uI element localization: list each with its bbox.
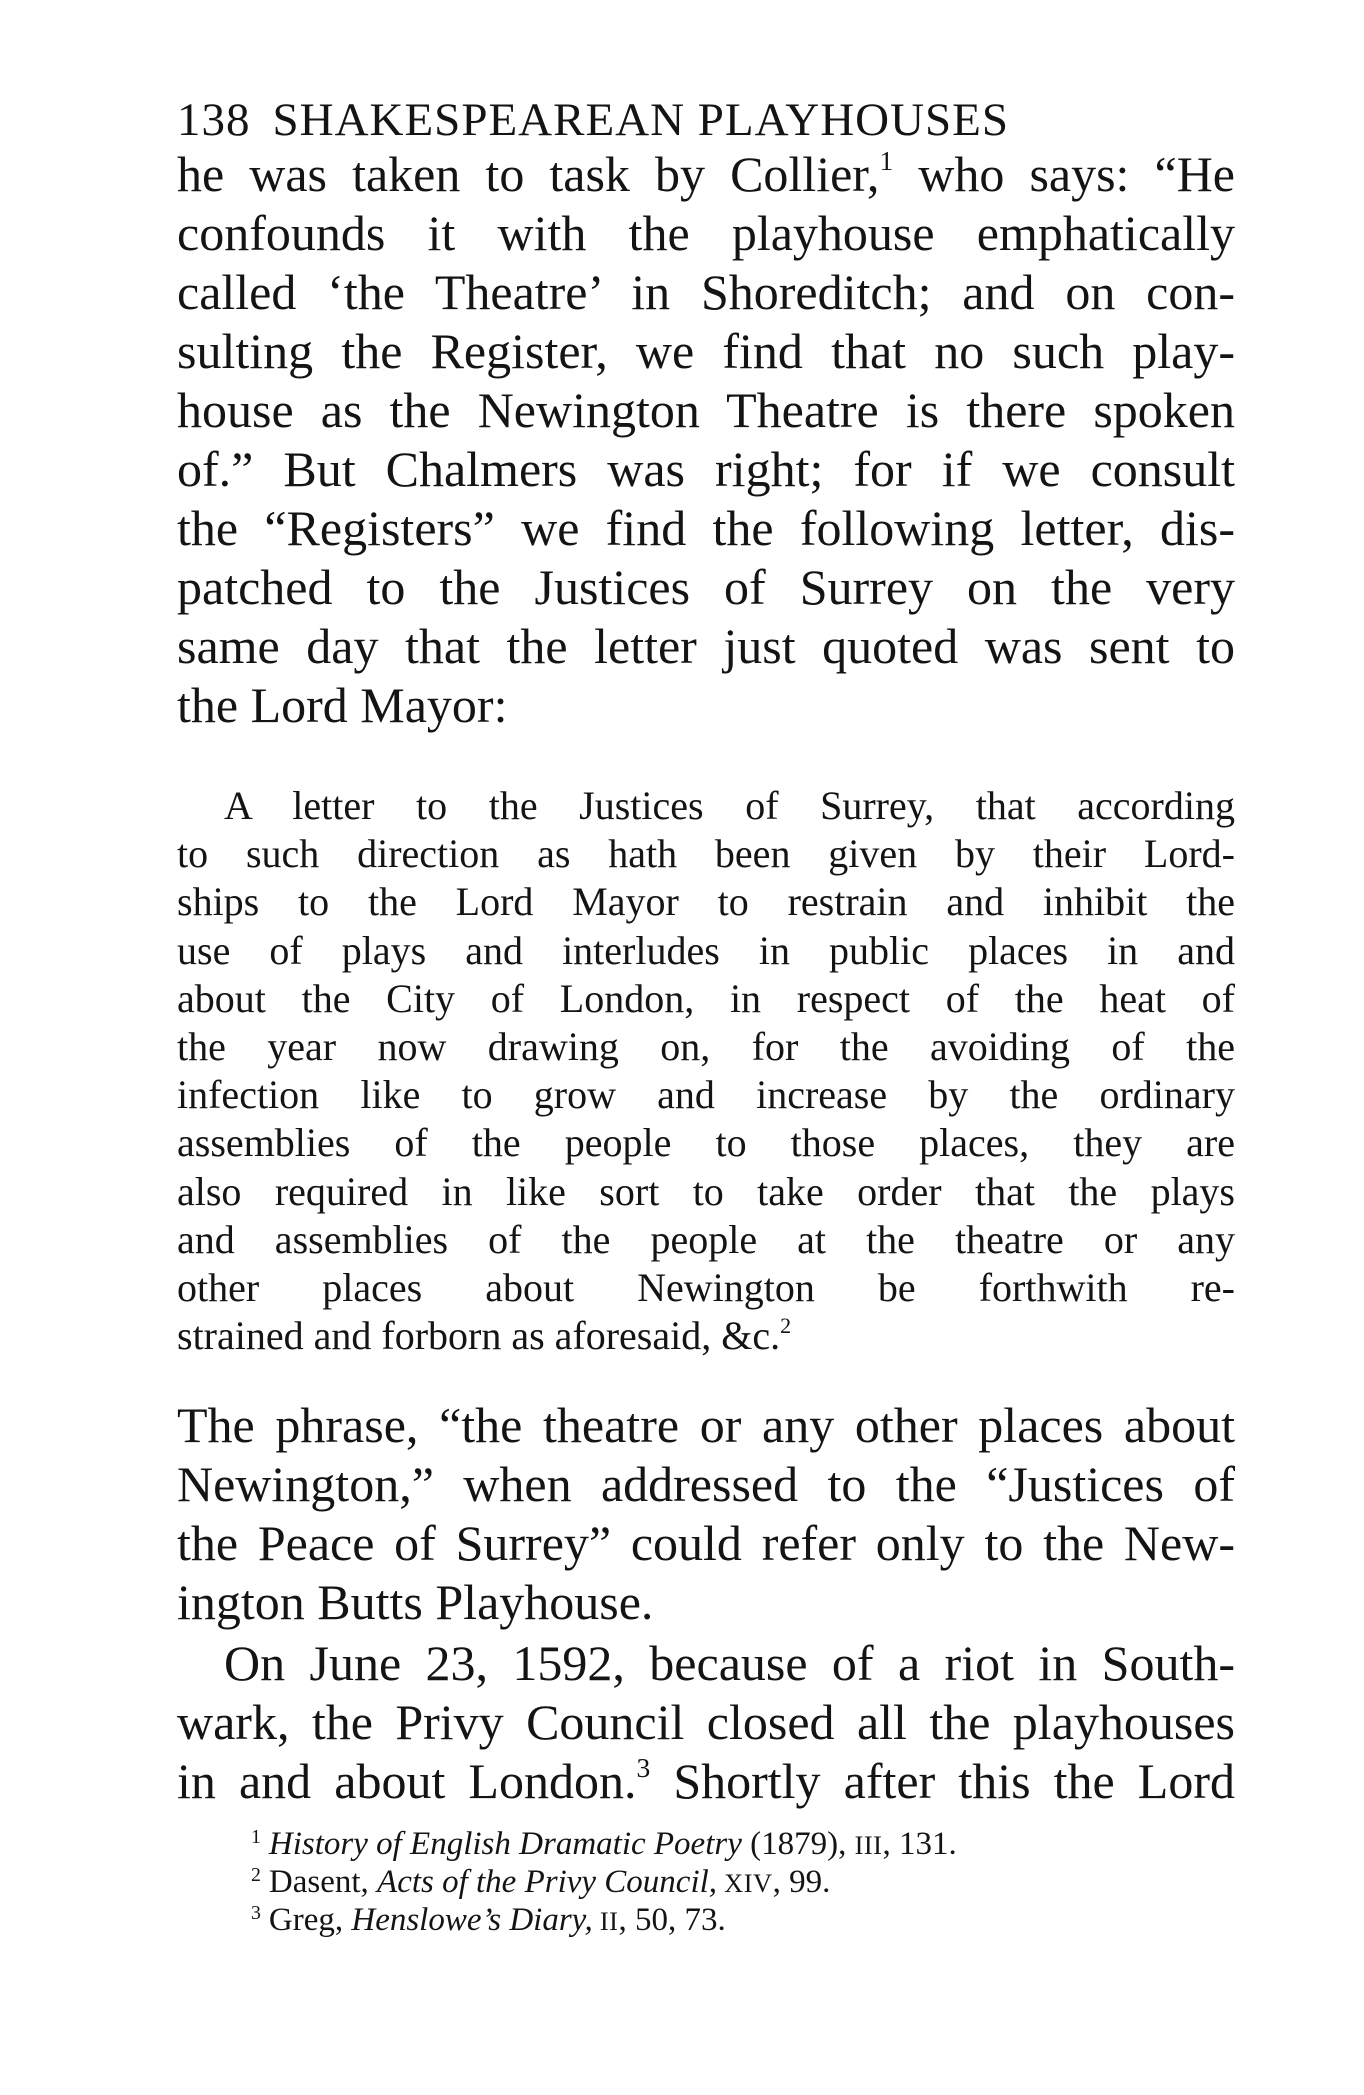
- text-line: the Lord Mayor:: [177, 677, 508, 733]
- text-line: house as the Newington Theatre is there spoken: [177, 382, 1235, 438]
- footnote-ref[interactable]: 1: [879, 145, 894, 177]
- quote-line: other places about Newington be forthwith re-: [177, 1264, 1235, 1310]
- footnote: $^3$ Greg, Henslowe’s Diary, II, 50, 73.: [251, 1902, 726, 1938]
- text-line: wark, the Privy Council closed all the playhouses: [177, 1694, 1235, 1750]
- quote-line: and assemblies of the people at the theatre or any: [177, 1216, 1235, 1262]
- text-line: patched to the Justices of Surrey on the very: [177, 559, 1235, 615]
- text-line: ington Butts Playhouse.: [177, 1574, 654, 1630]
- text-line: On June 23, 1592, because of a riot in South-: [224, 1635, 1235, 1691]
- footnote: $^1$ History of English Dramatic Poetry (1879), III, 131.: [251, 1826, 957, 1862]
- text-line: confounds it with the playhouse emphatically: [177, 205, 1235, 261]
- quote-line: to such direction as hath been given by their Lord-: [177, 831, 1235, 877]
- text-line: the Peace of Surrey” could refer only to the New-: [177, 1515, 1235, 1571]
- footnotes: [177, 1825, 1235, 1939]
- block-quote: [177, 782, 1235, 1360]
- quote-line: use of plays and interludes in public places in and: [177, 927, 1235, 973]
- footnote-ref[interactable]: 2: [780, 1312, 792, 1338]
- text-line: he was taken to task by Collier,$^1$ who says: “He: [177, 145, 1236, 202]
- quote-line: also required in like sort to take order that the plays: [177, 1168, 1235, 1214]
- text-line: of.” But Chalmers was right; for if we consult: [177, 441, 1235, 497]
- quote-line: strained and forborn as aforesaid, &c.$^2$: [177, 1312, 792, 1359]
- text-line: the “Registers” we find the following letter, dis-: [177, 500, 1235, 556]
- text-line: same day that the letter just quoted was sent to: [177, 618, 1235, 674]
- running-title: SHAKESPEAREAN PLAYHOUSES: [272, 94, 1010, 146]
- paragraph-continuation: [177, 145, 1235, 735]
- page-number: 138: [177, 94, 251, 146]
- text-line: called ‘the Theatre’ in Shoreditch; and on con-: [177, 264, 1235, 320]
- text-line: Newington,” when addressed to the “Justices of: [177, 1456, 1235, 1512]
- footnote-ref[interactable]: 3: [636, 1752, 651, 1784]
- quote-line: assemblies of the people to those places, they are: [177, 1120, 1235, 1166]
- quote-line: A letter to the Justices of Surrey, that according: [224, 783, 1235, 828]
- quote-line: the year now drawing on, for the avoiding of the: [177, 1023, 1235, 1069]
- footnote: $^2$ Dasent, Acts of the Privy Council, XIV, 99.: [251, 1864, 831, 1900]
- paragraph: [177, 1634, 1235, 1811]
- text-line: The phrase, “the theatre or any other places about: [177, 1397, 1235, 1453]
- text-line: sulting the Register, we find that no such play-: [177, 323, 1235, 379]
- quote-line: ships to the Lord Mayor to restrain and inhibit the: [177, 879, 1235, 925]
- paragraph: [177, 1396, 1235, 1632]
- text-line: in and about London.$^3$ Shortly after this the Lord: [177, 1752, 1235, 1809]
- running-header: [177, 92, 1217, 148]
- quote-line: infection like to grow and increase by the ordinary: [177, 1072, 1235, 1118]
- quote-line: about the City of London, in respect of the heat of: [177, 975, 1235, 1021]
